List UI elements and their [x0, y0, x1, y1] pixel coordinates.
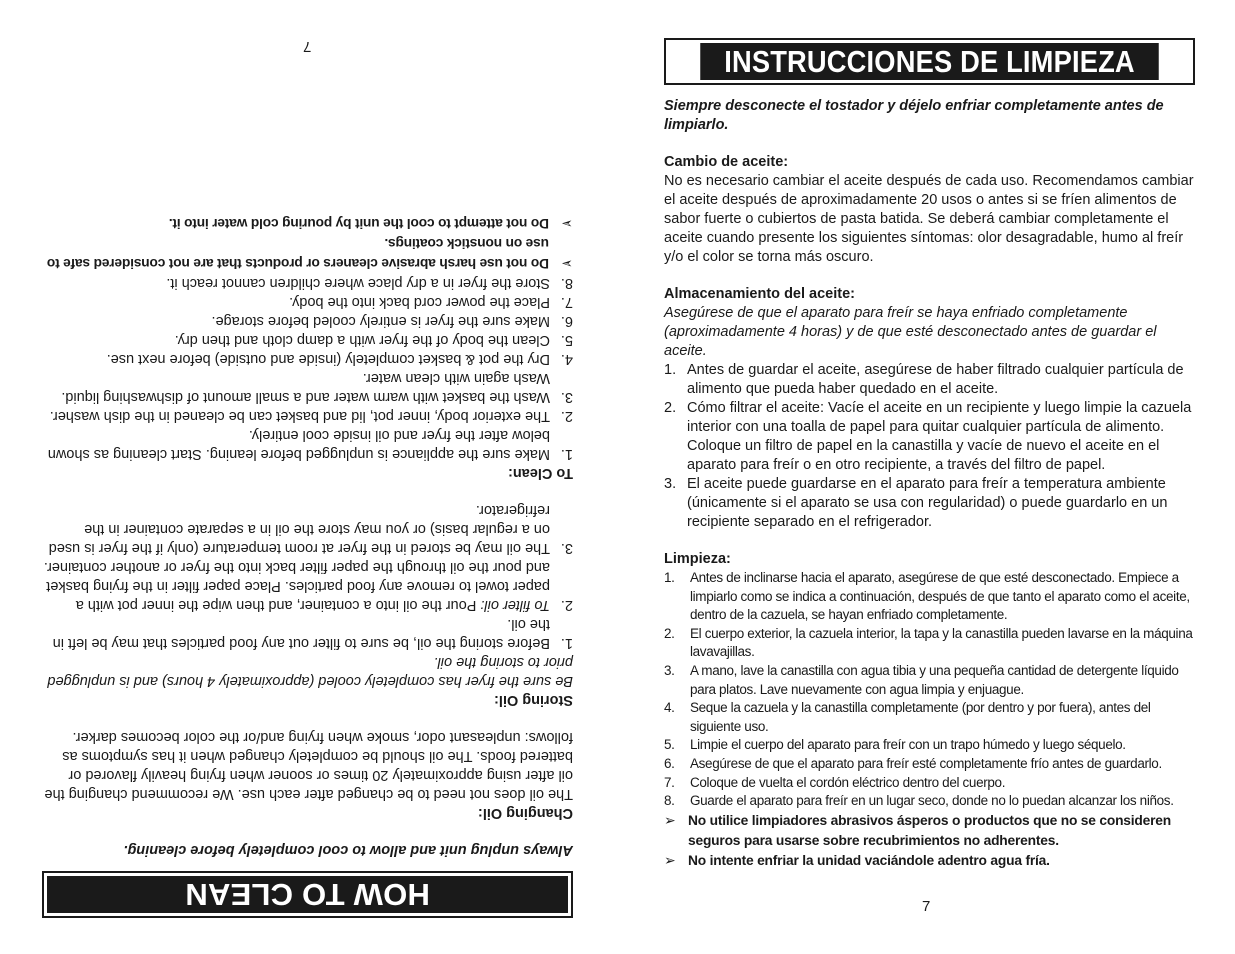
- list-item: 1. Antes de inclinarse hacia el aparato, asegúrese de que esté desconectado. Empiece a limpiarlo como se indica a continuación, después de que tanto el aparato como el aceite, dentro de la cazuela, se hayan enfriado completamente.: [664, 570, 1190, 623]
- page-number: 7: [922, 898, 931, 915]
- list-item: 1. Make sure the appliance is unplugged before leaning. Start cleaning as shown below after the fryer and oil inside cool entirely.: [47, 427, 573, 462]
- oil-change-heading: Cambio de aceite:: [664, 154, 789, 170]
- page-number: 7: [303, 38, 312, 55]
- page-title: HOW TO CLEAN: [47, 876, 568, 913]
- list-item: 3. Wash the basket with warm water and a small amount of dishwashing liquid. Wash again with clean water.: [61, 370, 573, 405]
- list-item: 5. Clean the body of the fryer with a damp cloth and then dry.: [174, 332, 573, 348]
- warning-item: ➢ No utilice limpiadores abrasivos ásperos o productos que no se consideren seguros para usarse sobre recubrimientos no adherentes.: [664, 812, 1171, 848]
- list-item: 6. Make sure the fryer is entirely cooled before storage.: [211, 313, 573, 329]
- list-item: 2. To filter oil: Pour the oil into a container, and then wipe the inner pot with a paper towel to remove any food particles. Place paper filter in the frying basket and pour the oil through the paper filter back into the fryer or another container.: [43, 559, 573, 613]
- cleaning-heading: To Clean:: [508, 465, 573, 481]
- list-item: 8. Store the fryer in a dry place where children cannot reach it.: [166, 275, 573, 291]
- warning-list: [664, 811, 1195, 871]
- list-item: 3. El aceite puede guardarse en el aparato para freír a temperatura ambiente (únicamente si el aparato se usa con regularidad) o puede guardarlo en un recipiente separado en el refrigerador.: [664, 476, 1168, 530]
- oil-storage-note: Asegúrese de que el aparato para freír se haya enfriado completamente (aproximadamente 4 horas) y de que esté desconectado antes de guardar el aceite.: [664, 305, 1157, 359]
- oil-change-text: The oil does not need to be changed after each use. We recommend changing the oil after using approximately 20 times or sooner when frying heavily flavored or battered foods. The oil should be completely changed when it has symptoms as follows: unpleasant odor, smoke when frying and/or the color becomes darker.: [44, 729, 573, 802]
- list-item: 1. Before storing the oil, be sure to filter out any food particles that may be left in the oil.: [52, 616, 573, 651]
- warning-item: ➢ Do not use harsh abrasive cleaners or products that are not considered safe to use on nonstick coatings.: [47, 236, 573, 271]
- oil-storage-note: Be sure the fryer has completely cooled (approximately 4 hours) and is unplugged prior to storing the oil.: [47, 654, 573, 689]
- list-item: 2. The exterior body, inner pot, lid and basket can be cleaned in the dish washer.: [49, 408, 573, 424]
- oil-storage-list: [664, 361, 1195, 532]
- list-item: 8. Guarde el aparato para freír en un lugar seco, donde no lo puedan alcanzar los niños.: [664, 793, 1174, 809]
- arrowhead-right-icon: ➢: [664, 812, 676, 828]
- spanish-page: [664, 38, 1195, 918]
- page-title-box: [664, 38, 1195, 85]
- arrowhead-right-icon: ➢: [561, 216, 573, 231]
- oil-storage-heading: Storing Oil:: [494, 692, 573, 708]
- list-item: 2. El cuerpo exterior, la cazuela interior, la tapa y la canastilla pueden lavarse en la máquina lavavajillas.: [664, 625, 1193, 660]
- arrowhead-right-icon: ➢: [561, 256, 573, 271]
- list-item: 5. Limpie el cuerpo del aparato para freír con un trapo húmedo y luego séquelo.: [664, 737, 1126, 753]
- list-item: 4. Seque la cazuela y la canastilla completamente (por dentro y por fuera), antes del siguiente uso.: [664, 700, 1151, 734]
- arrowhead-right-icon: ➢: [664, 852, 676, 868]
- list-item: 7. Coloque de vuelta el cordón eléctrico dentro del cuerpo.: [664, 774, 1006, 790]
- list-item: 6. Asegúrese de que el aparato para freír esté completamente frío antes de guardarlo.: [664, 755, 1162, 771]
- list-item: 7. Place the power cord back into the body.: [289, 294, 573, 310]
- warning-list: [42, 213, 573, 273]
- warning-item: ➢ No intente enfriar la unidad vaciándole adentro agua fría.: [664, 851, 1195, 871]
- safety-lead: Always unplug unit and allow to cool completely before cleaning.: [123, 842, 573, 858]
- list-item: 2. Cómo filtrar el aceite: Vacíe el aceite en un recipiente y luego limpie la cazuela interior con una toalla de papel para quitar cualquier partícula de alimento. Coloque un filtro de papel en la canastilla y vacíe de nuevo el aceite en el aparato para freír o en otro recipiente, a través del filtro de papel.: [664, 400, 1192, 473]
- warning-item: ➢ Do not attempt to cool the unit by pouring cold water into it.: [42, 213, 573, 233]
- english-page-upside-down: [42, 38, 573, 918]
- oil-storage-heading: Almacenamiento del aceite:: [664, 286, 855, 302]
- list-item: 1. Antes de guardar el aceite, asegúrese de haber filtrado cualquier partícula de alimento que pueda haber quedado en el aceite.: [664, 362, 1184, 397]
- list-item: 3. A mano, lave la canastilla con agua tibia y una pequeña cantidad de detergente líquido para platos. Lave nuevamente con agua limpia y enjuague.: [664, 662, 1179, 697]
- cleaning-heading: Limpieza:: [664, 551, 731, 567]
- oil-change-heading: Changing Oil:: [477, 805, 573, 821]
- oil-storage-list: [42, 500, 573, 652]
- page-title-box: [42, 871, 573, 918]
- list-item: 4. Dry the pot & basket completely (inside and outside) before next use.: [106, 351, 573, 367]
- safety-lead: Siempre desconecte el tostador y déjelo enfriar completamente antes de limpiarlo.: [664, 98, 1164, 133]
- list-item: 3. The oil may be stored in the fryer at room temperature (only if the fryer is used on a regular basis) or you may store the oil in a separate container in the refrigerator.: [48, 502, 573, 556]
- page-title: INSTRUCCIONES DE LIMPIEZA: [700, 43, 1158, 80]
- cleaning-list: [42, 273, 573, 463]
- cleaning-list: [664, 569, 1195, 811]
- oil-change-text: No es necesario cambiar el aceite después de cada uso. Recomendamos cambiar el aceite después de aproximadamente 20 usos o antes si se fríen alimentos de sabor fuerte o cubiertos de pasta batida. Se deberá cambiar completamente el aceite cuando presente los siguientes síntomas: olor desagradable, humo al freír y/o el color se torna más oscuro.: [664, 173, 1194, 265]
